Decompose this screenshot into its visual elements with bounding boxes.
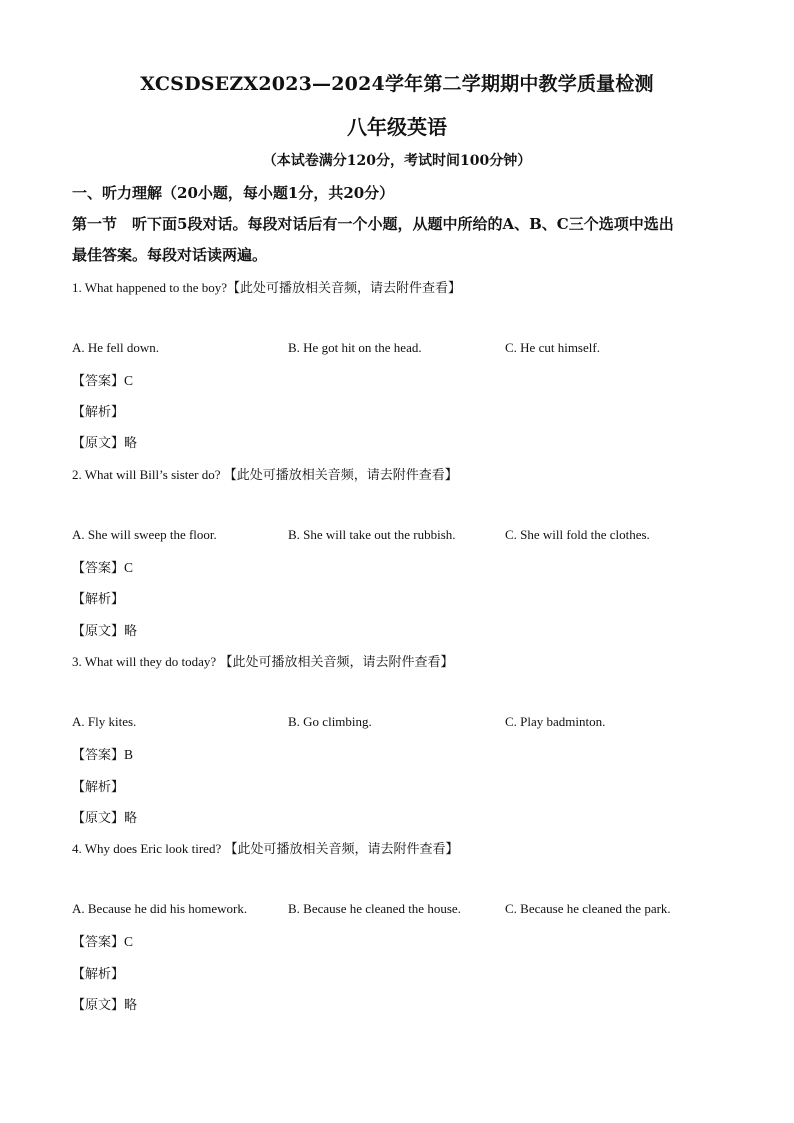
- question-1-stem: [72, 277, 461, 296]
- section-instruction-line2: 最佳答案。每段对话读两遍。: [72, 246, 268, 264]
- question-stem-text: 4. Why does Eric look tired?: [72, 841, 225, 856]
- question-4-stem: [72, 838, 459, 857]
- question-1-option-c: C. He cut himself.: [505, 340, 600, 355]
- question-2-option-a: A. She will sweep the floor.: [72, 527, 217, 542]
- question-1-option-a: A. He fell down.: [72, 340, 160, 355]
- original-label: 【原文】: [72, 436, 125, 451]
- answer-label: 【答案】: [72, 748, 125, 763]
- question-1-option-b: B. He got hit on the head.: [288, 340, 422, 355]
- question-1-original: [72, 432, 137, 451]
- question-1-analysis: 【解析】: [72, 405, 125, 420]
- question-2-stem: [72, 464, 458, 483]
- audio-note: 【此处可播放相关音频，请去附件查看】: [224, 842, 459, 857]
- original-value: 略: [124, 436, 138, 451]
- question-1-answer: [72, 370, 133, 389]
- question-3-analysis: 【解析】: [72, 780, 125, 795]
- question-2-option-b: B. She will take out the rubbish.: [288, 527, 456, 542]
- audio-note: 【此处可播放相关音频，请去附件查看】: [223, 468, 458, 483]
- audio-note: 【此处可播放相关音频，请去附件查看】: [227, 281, 462, 296]
- question-3-stem: [72, 651, 453, 670]
- question-4-analysis: 【解析】: [72, 967, 125, 982]
- exam-note: （本试卷满分120分，考试时间100分钟）: [262, 153, 532, 169]
- question-stem-text: 2. What will Bill’s sister do?: [72, 467, 224, 482]
- exam-subtitle: 八年级英语: [347, 115, 447, 139]
- question-3-option-c: C. Play badminton.: [505, 714, 606, 729]
- question-3-answer: [72, 744, 133, 763]
- answer-label: 【答案】: [72, 935, 125, 950]
- answer-value: C: [124, 560, 134, 575]
- question-4-option-b: B. Because he cleaned the house.: [288, 901, 461, 916]
- answer-value: C: [124, 934, 134, 949]
- question-4-answer: [72, 931, 133, 950]
- question-2-original: [72, 620, 137, 639]
- question-3-original: [72, 807, 137, 826]
- question-2-answer: [72, 557, 133, 576]
- question-4-original: [72, 994, 137, 1013]
- original-label: 【原文】: [72, 811, 125, 826]
- answer-value: B: [124, 747, 134, 762]
- original-value: 略: [124, 998, 138, 1013]
- exam-title: XCSDSEZX2023—2024学年第二学期期中教学质量检测: [140, 73, 654, 95]
- section-instruction-line1: 第一节 听下面5段对话。每段对话后有一个小题，从题中所给的A、B、C三个选项中选出: [72, 215, 674, 233]
- answer-label: 【答案】: [72, 374, 125, 389]
- question-2-analysis: 【解析】: [72, 592, 125, 607]
- answer-value: C: [124, 373, 134, 388]
- original-value: 略: [124, 624, 138, 639]
- question-3-option-a: A. Fly kites.: [72, 714, 137, 729]
- question-stem-text: 3. What will they do today?: [72, 654, 220, 669]
- section-heading: 一、听力理解（20小题，每小题1分，共20分）: [72, 184, 395, 202]
- question-4-option-a: A. Because he did his homework.: [72, 901, 248, 916]
- audio-note: 【此处可播放相关音频，请去附件查看】: [219, 655, 454, 670]
- question-3-option-b: B. Go climbing.: [288, 714, 372, 729]
- original-label: 【原文】: [72, 998, 125, 1013]
- question-2-option-c: C. She will fold the clothes.: [505, 527, 650, 542]
- original-label: 【原文】: [72, 624, 125, 639]
- question-4-option-c: C. Because he cleaned the park.: [505, 901, 671, 916]
- question-stem-text: 1. What happened to the boy?: [72, 280, 227, 295]
- answer-label: 【答案】: [72, 561, 125, 576]
- original-value: 略: [124, 811, 138, 826]
